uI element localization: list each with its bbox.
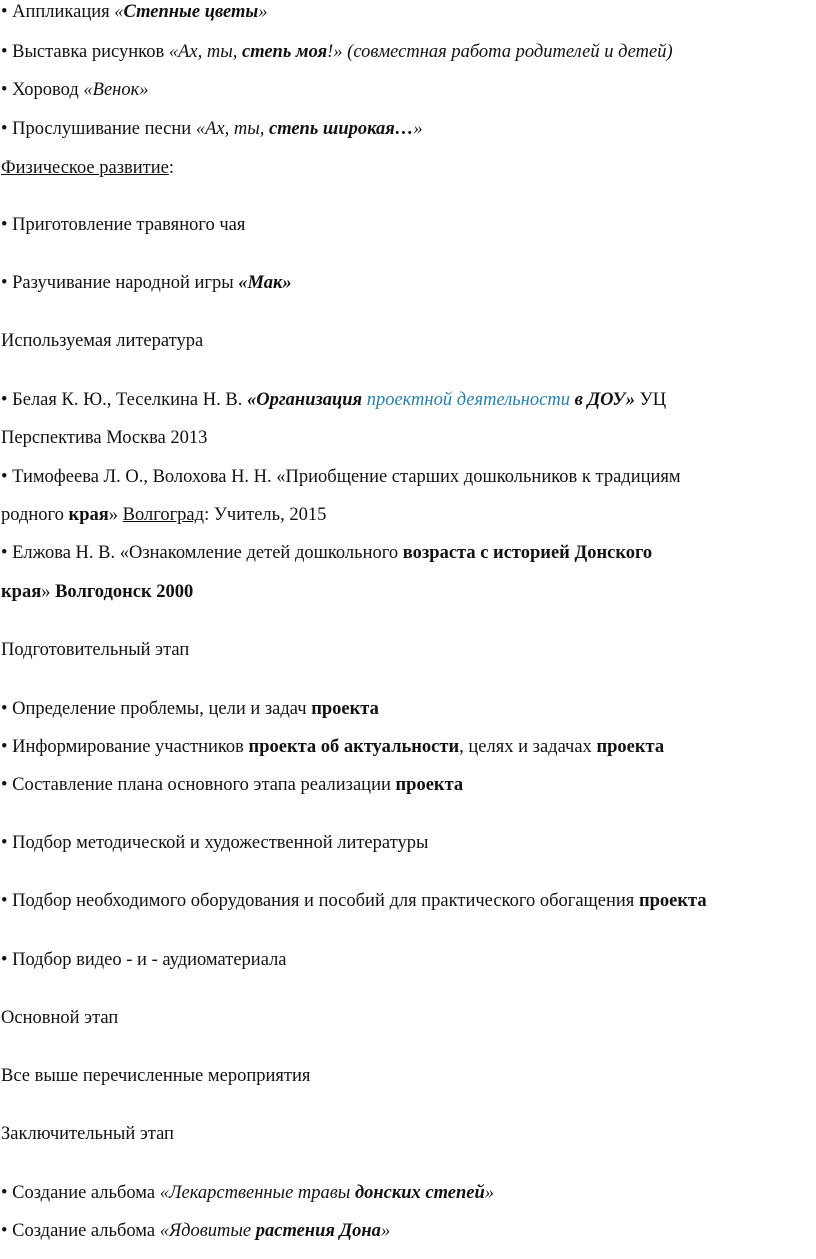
bullet: • [1, 2, 13, 22]
activity-drawing-exhibition: • Выставка рисунков «Ах, ты, степь моя!» (совместная работа родителей и детей) [1, 42, 673, 62]
heading-literature: Используемая литература [1, 331, 204, 351]
reference-elzhova-cont: края» Волгодонск 2000 [1, 582, 194, 602]
bullet: • [1, 42, 13, 62]
bullet: • [1, 273, 13, 293]
heading-preparatory-stage: Подготовительный этап [1, 640, 190, 660]
bullet: • [1, 467, 13, 487]
bullet: • [1, 775, 13, 795]
bullet: • [1, 80, 13, 100]
activity-song-listening: • Прослушивание песни «Ах, ты, степь широкая…» [1, 119, 423, 139]
physical-development-link[interactable]: Физическое развитие [1, 158, 169, 178]
bullet: • [1, 390, 13, 410]
volgograd-link[interactable]: Волгоград [122, 505, 205, 525]
reference-belaya-cont: Перспектива Москва 2013 [1, 428, 208, 448]
bullet: • [1, 1221, 13, 1241]
task-select-equipment: • Подбор необходимого оборудования и пособий для практического обогащения проекта [1, 891, 707, 911]
heading-physical-development: Физическое развитие: [1, 158, 175, 178]
project-activity-link[interactable]: проектной деятельности [366, 390, 570, 410]
task-plan: • Составление плана основного этапа реализации проекта [1, 775, 464, 795]
bullet: • [1, 543, 13, 563]
bullet: • [1, 119, 13, 139]
reference-timofeeva: • Тимофеева Л. О., Волохова Н. Н. «Приобщение старших дошкольников к традициям [1, 467, 681, 487]
activity-folk-game: • Разучивание народной игры «Мак» [1, 273, 292, 293]
heading-main-stage: Основной этап [1, 1008, 119, 1028]
final-album-poisonous: • Создание альбома «Ядовитые растения Дона» [1, 1221, 391, 1241]
reference-timofeeva-cont: родного края» Волгоград: Учитель, 2015 [1, 505, 327, 525]
reference-belaya: • Белая К. Ю., Теселкина Н. В. «Организация проектной деятельности в ДОУ» УЦ [1, 390, 667, 410]
bullet: • [1, 699, 13, 719]
reference-elzhova: • Елжова Н. В. «Ознакомление детей дошкольного возраста с историей Донского [1, 543, 653, 563]
bullet: • [1, 891, 13, 911]
task-select-media: • Подбор видео - и - аудиоматериала [1, 950, 287, 970]
bullet: • [1, 215, 13, 235]
bullet: • [1, 1183, 13, 1203]
task-define-problem: • Определение проблемы, цели и задач проекта [1, 699, 379, 719]
heading-final-stage: Заключительный этап [1, 1124, 174, 1144]
activity-applique: • Аппликация «Степные цветы» [1, 2, 268, 22]
task-inform-participants: • Информирование участников проекта об актуальности, целях и задачах проекта [1, 737, 665, 757]
bullet: • [1, 737, 13, 757]
bullet: • [1, 833, 13, 853]
final-album-medicinal: • Создание альбома «Лекарственные травы донских степей» [1, 1183, 495, 1203]
activity-round-dance: • Хоровод «Венок» [1, 80, 149, 100]
activity-herbal-tea: • Приготовление травяного чая [1, 215, 246, 235]
task-select-literature: • Подбор методической и художественной литературы [1, 833, 429, 853]
bullet: • [1, 950, 13, 970]
main-stage-text: Все выше перечисленные мероприятия [1, 1066, 311, 1086]
